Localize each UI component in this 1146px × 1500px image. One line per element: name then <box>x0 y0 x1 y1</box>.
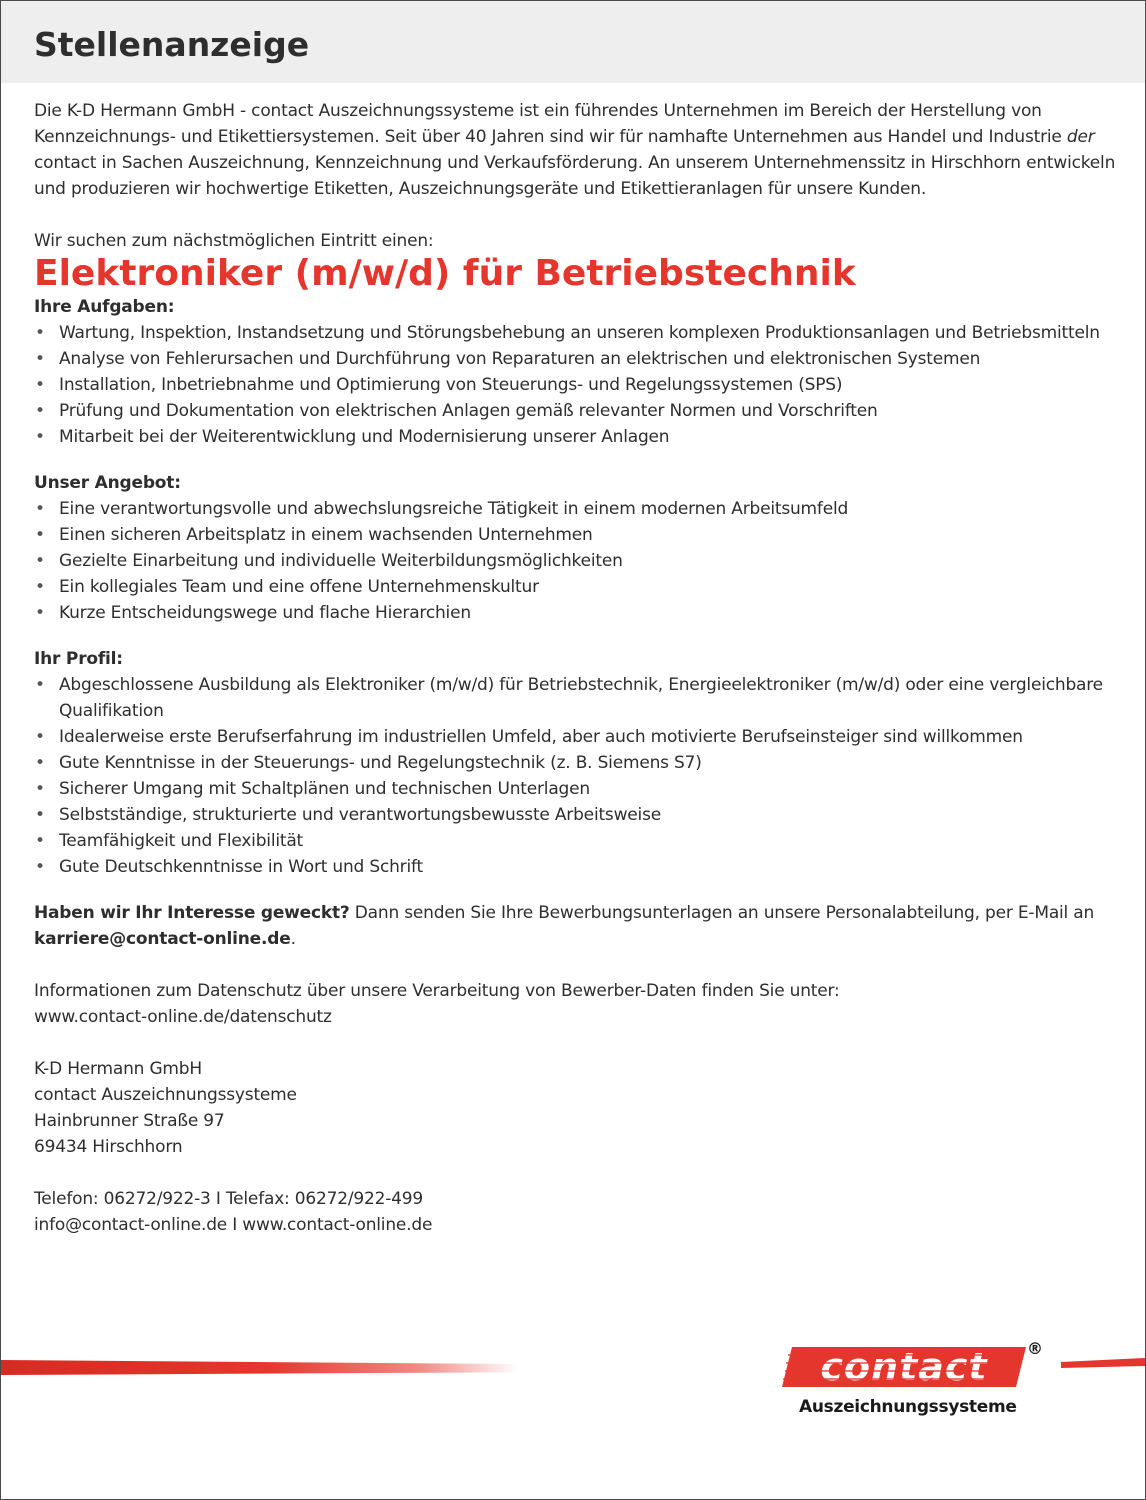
contact-phone-line: Telefon: 06272/922-3 I Telefax: 06272/922-499 <box>34 1189 424 1209</box>
address-street: Hainbrunner Straße 97 <box>34 1111 225 1131</box>
intro-text-1: Die K-D Hermann GmbH - contact Auszeichnungssysteme ist ein führendes Unternehmen im Bereich der Herstellung von Kennzeichnungs- und Etikettiersystemen. Seit über 40 Jahren sind wir für namhafte Unternehmen aus Handel und Industrie <box>34 101 1067 147</box>
privacy-text: Informationen zum Datenschutz über unsere Verarbeitung von Bewerber-Daten finden Sie unter: <box>34 981 840 1001</box>
apply-bold: Haben wir Ihr Interesse geweckt? <box>34 903 350 923</box>
list-item: • Sicherer Umgang mit Schaltplänen und technischen Unterlagen <box>34 776 1124 802</box>
logo-wordmark-text: contact <box>820 1345 988 1389</box>
intro-emphasis: der <box>1066 127 1095 147</box>
list-item: • Einen sicheren Arbeitsplatz in einem wachsenden Unternehmen <box>34 522 1124 548</box>
address-company: K-D Hermann GmbH <box>34 1059 202 1079</box>
list-item: • Mitarbeit bei der Weiterentwicklung und Modernisierung unserer Anlagen <box>34 424 1124 450</box>
list-item: • Gezielte Einarbeitung und individuelle Weiterbildungsmöglichkeiten <box>34 548 1124 574</box>
intro-paragraph <box>34 98 1124 202</box>
list-item: • Teamfähigkeit und Flexibilität <box>34 828 1124 854</box>
page-title: Stellenanzeige <box>34 25 310 64</box>
list-item: • Idealerweise erste Berufserfahrung im industriellen Umfeld, aber auch motivierte Berufseinsteiger sind willkommen <box>34 724 1124 750</box>
list-item: • Ein kollegiales Team und eine offene Unternehmenskultur <box>34 574 1124 600</box>
search-line: Wir suchen zum nächstmöglichen Eintritt einen: <box>34 231 434 251</box>
logo-wordmark-icon <box>780 1343 1030 1391</box>
header-band <box>1 1 1145 83</box>
contact-logo[interactable] <box>780 1339 1043 1431</box>
list-item: • Gute Deutschkenntnisse in Wort und Schrift <box>34 854 1124 880</box>
job-title: Elektroniker (m/w/d) für Betriebstechnik <box>34 253 856 294</box>
list-item: • Kurze Entscheidungswege und flache Hierarchien <box>34 600 1124 626</box>
apply-email-link[interactable]: karriere@contact-online.de <box>34 929 291 949</box>
apply-end: . <box>290 929 296 949</box>
list-item: • Installation, Inbetriebnahme und Optimierung von Steuerungs- und Regelungssystemen (SPS) <box>34 372 1124 398</box>
aufgaben-title: Ihre Aufgaben: <box>34 297 175 317</box>
intro-text-2: contact in Sachen Auszeichnung, Kennzeichnung und Verkaufsförderung. An unserem Unternehmenssitz in Hirschhorn entwickeln und produzieren wir hochwertige Etiketten, Auszeichnungsgeräte und Etikettieranlagen für unsere Kunden. <box>34 153 1116 199</box>
angebot-list <box>34 496 1124 626</box>
angebot-title: Unser Angebot: <box>34 473 181 493</box>
profil-title: Ihr Profil: <box>34 649 123 669</box>
address-city: 69434 Hirschhorn <box>34 1137 183 1157</box>
list-item: • Eine verantwortungsvolle und abwechslungsreiche Tätigkeit in einem modernen Arbeitsumfeld <box>34 496 1124 522</box>
list-item: • Abgeschlossene Ausbildung als Elektroniker (m/w/d) für Betriebstechnik, Energieelektroniker (m/w/d) oder eine vergleichbare Qualifikation <box>34 672 1124 724</box>
list-item: • Analyse von Fehlerursachen und Durchführung von Reparaturen an elektrischen und elektronischen Systemen <box>34 346 1124 372</box>
contact-web-line[interactable]: info@contact-online.de I www.contact-online.de <box>34 1215 433 1235</box>
profil-list <box>34 672 1124 880</box>
list-item: • Gute Kenntnisse in der Steuerungs- und Regelungstechnik (z. B. Siemens S7) <box>34 750 1124 776</box>
list-item: • Prüfung und Dokumentation von elektrischen Anlagen gemäß relevanter Normen und Vorschriften <box>34 398 1124 424</box>
apply-text: Dann senden Sie Ihre Bewerbungsunterlagen an unsere Personalabteilung, per E-Mail an <box>349 903 1095 923</box>
address-division: contact Auszeichnungssysteme <box>34 1085 297 1105</box>
list-item: • Wartung, Inspektion, Instandsetzung und Störungsbehebung an unseren komplexen Produktionsanlagen und Betriebsmitteln <box>34 320 1124 346</box>
apply-paragraph <box>34 900 1124 952</box>
privacy-url-link[interactable]: www.contact-online.de/datenschutz <box>34 1007 332 1027</box>
logo-subtitle: Auszeichnungssysteme <box>799 1397 1017 1417</box>
ad-content <box>34 98 1124 1238</box>
registered-mark: ® <box>1027 1339 1043 1358</box>
list-item: • Selbstständige, strukturierte und verantwortungsbewusste Arbeitsweise <box>34 802 1124 828</box>
aufgaben-list <box>34 320 1124 450</box>
